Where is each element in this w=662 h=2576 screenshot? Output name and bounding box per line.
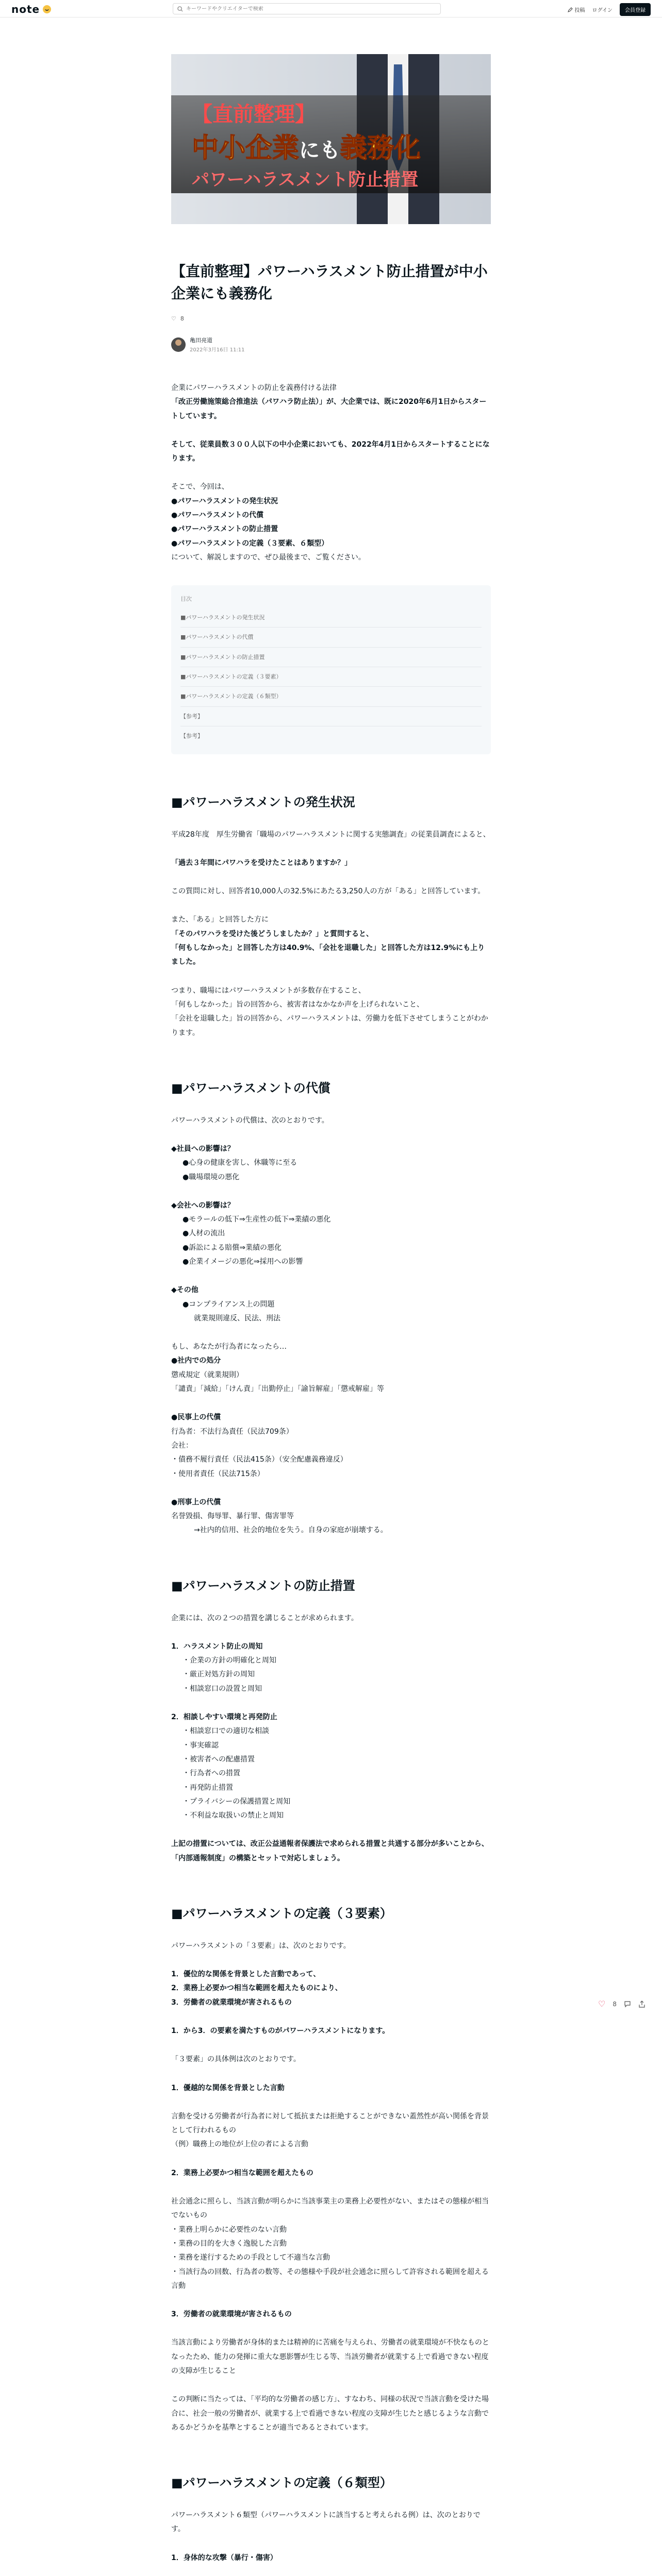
- toc-item[interactable]: ■パワーハラスメントの防止措置: [180, 648, 482, 667]
- logo-face-icon: [43, 5, 51, 13]
- intro-bullet: ●パワーハラスメントの代償: [171, 511, 264, 520]
- list-item: ・当該行為の回数、行為者の数等、その態様や手段が社会通念に照らして許容される範囲を超える言動: [171, 2267, 489, 2290]
- list-item: ・業務を遂行するための手段として不適当な言動: [171, 2253, 330, 2262]
- paragraph: パワーハラスメントの「３要素」は、次のとおりです。: [171, 1941, 351, 1950]
- section-heading: ■パワーハラスメントの防止措置: [171, 1578, 355, 1593]
- list-item: ●心身の健康を害し、休職等に至る: [183, 1159, 297, 1167]
- list-item: ●モラールの低下⇒生産性の低下⇒業績の悪化: [183, 1215, 331, 1224]
- list-item: ●コンプライアンス上の問題: [183, 1300, 275, 1309]
- toc-heading[interactable]: 目次: [180, 596, 192, 603]
- heart-icon[interactable]: ♡: [171, 315, 176, 322]
- paragraph: （例）職務上の地位が上位の者による言動: [171, 2140, 308, 2149]
- paragraph: この質問に対し、回答者10,000人の32.5%にあたる3,250人の方が「ある」と回答しています。: [171, 887, 485, 896]
- paragraph: パワーハラスメントの代償は、次のとおりです。: [171, 1116, 329, 1125]
- paragraph: 当該言動により労働者が身体的または精神的に苦痛を与えられ、労働者の就業環境が不快なものとなったため、能力の発揮に重大な悪影響が生じる等、当該労働者が就業する上で看過できない程度の支障が生じること: [171, 2338, 489, 2376]
- paragraph: 言動を受ける労働者が行為者に対して抵抗または拒絶することができない蓋然性が高い関係を背景として行われるもの: [171, 2112, 489, 2135]
- sub-heading: 2．相談しやすい環境と再発防止: [171, 1713, 277, 1722]
- paragraph: 上記の措置については、改正公益通報者保護法で求められる措置と共通する部分が多いことから、「内部通報制度」の構築とセットで対応しましょう。: [171, 1840, 489, 1862]
- article-body: [171, 381, 491, 2576]
- share-icon[interactable]: [638, 2001, 646, 2008]
- paragraph: 「そのパワハラを受けた後どうしましたか？」と質問すると、: [171, 929, 373, 938]
- floating-actions: [598, 1999, 646, 2009]
- intro-line: 「改正労働施策総合推進法（パワハラ防止法）」が、大企業では、既に2020年6月1日からスタートしています。: [171, 398, 487, 420]
- search-input[interactable]: [186, 6, 434, 12]
- sub-heading: 2．業務上必要かつ相当な範囲を超えたもの: [171, 2168, 313, 2177]
- section-heading: ■パワーハラスメントの定義（６類型）: [171, 2476, 392, 2490]
- signup-button[interactable]: 会員登録: [620, 3, 651, 16]
- list-item: 「譴責」「減給」「けん責」「出勤停止」「諭旨解雇」「懲戒解雇」等: [171, 1385, 384, 1394]
- sub-heading: ●刑事上の代償: [171, 1498, 221, 1506]
- sub-heading: 3．労働者の就業環境が害されるもの: [171, 2310, 292, 2319]
- list-item: ・企業の方針の明確化と周知: [183, 1656, 276, 1665]
- intro-bullet: ●パワーハラスメントの発生状況: [171, 497, 278, 505]
- list-item: 名誉毀損、侮辱罪、暴行罪、傷害罪等: [171, 1512, 294, 1521]
- list-item: ・厳正対処方針の周知: [183, 1670, 255, 1679]
- sub-heading: ◆その他: [171, 1286, 198, 1295]
- intro-line: について、解説しますので、ぜひ最後まで、ご覧ください。: [171, 553, 366, 562]
- list-item: ・債務不履行責任（民法415条）（安全配慮義務違反）: [171, 1455, 347, 1464]
- list-item: ・事実確認: [183, 1741, 219, 1750]
- paragraph: 企業には、次の２つの措置を講じることが求められます。: [171, 1614, 358, 1622]
- avatar[interactable]: [171, 337, 186, 352]
- hero-line2c: 義務化: [340, 133, 421, 164]
- list-item: 行為者：不法行為責任（民法709条）: [171, 1427, 293, 1436]
- note-logo[interactable]: [11, 3, 51, 15]
- post-link[interactable]: [568, 6, 585, 13]
- comment-icon[interactable]: [624, 2001, 631, 2008]
- list-item: ●人材の流出: [183, 1229, 225, 1238]
- hero-line2a: 中小企業: [192, 133, 300, 164]
- list-item: ●企業イメージの悪化⇒採用への影響: [183, 1258, 303, 1266]
- section-heading: ■パワーハラスメントの発生状況: [171, 794, 355, 809]
- table-of-contents: [171, 585, 491, 754]
- sub-heading: ◆社員への影響は？: [171, 1144, 235, 1153]
- floating-like-count: 8: [613, 2000, 617, 2008]
- toc-item[interactable]: ■パワーハラスメントの定義（３要素）: [180, 667, 482, 687]
- paragraph: 「何もしなかった」旨の回答から、被害者はなかなか声を上げられないこと、: [171, 1000, 424, 1009]
- list-item: 会社：: [171, 1441, 193, 1450]
- pen-icon: [568, 7, 573, 12]
- paragraph: 「３要素」の具体例は次のとおりです。: [171, 2055, 301, 2064]
- list-item: ・不利益な取扱いの禁止と周知: [183, 1811, 284, 1820]
- list-item: ・プライバシーの保護措置と周知: [183, 1797, 291, 1806]
- sub-heading: 1．身体的な攻撃（暴行・傷害）: [171, 2553, 277, 2562]
- intro-line: そこで、今回は、: [171, 483, 229, 492]
- intro-bullet: ●パワーハラスメントの定義（３要素、６類型）: [171, 539, 329, 548]
- list-item: ・業務上明らかに必要性のない言動: [171, 2225, 287, 2234]
- section-heading: ■パワーハラスメントの定義（３要素）: [171, 1906, 392, 1921]
- search-icon: [177, 6, 183, 12]
- paragraph: また、「ある」と回答した方に: [171, 916, 269, 924]
- paragraph: パワーハラスメント６類型（パワーハラスメントに該当すると考えられる例）は、次のとおりです。: [171, 2511, 481, 2534]
- intro-bullet: ●パワーハラスメントの防止措置: [171, 525, 278, 534]
- paragraph: 1．から3．の要素を満たすものがパワーハラスメントになります。: [171, 2026, 390, 2035]
- list-item: →社内的信用、社会的地位を失う。自身の家庭が崩壊する。: [194, 1526, 388, 1535]
- list-item: 2．業務上必要かつ相当な範囲を超えたものにより、: [171, 1984, 342, 1993]
- hero-line2b: にも: [299, 139, 341, 162]
- list-item: ・使用者責任（民法715条）: [171, 1469, 264, 1478]
- paragraph: 「会社を退職した」旨の回答から、パワーハラスメントは、労働力を低下させてしまうことがわかります。: [171, 1014, 488, 1037]
- top-header: [0, 0, 662, 18]
- post-label: 投稿: [574, 8, 585, 13]
- list-item: ●訴訟による賠償⇒業績の悪化: [183, 1243, 282, 1252]
- list-item: ・再発防止措置: [183, 1783, 233, 1792]
- paragraph: つまり、職場にはパワーハラスメントが多数存在すること、: [171, 986, 366, 995]
- header-actions: [568, 3, 651, 16]
- list-item: ・相談窓口での適切な相談: [183, 1727, 269, 1736]
- like-count: 8: [180, 315, 184, 322]
- intro-line: そして、従業員数３００人以下の中小企業においても、2022年4月1日からスタートすることになります。: [171, 440, 490, 463]
- logo-text: note: [11, 3, 40, 15]
- search-box[interactable]: [173, 3, 441, 14]
- hero-image: [171, 54, 491, 224]
- post-date: 2022年3月16日 11:11: [190, 347, 245, 353]
- paragraph: 平成28年度 厚生労働省「職場のパワーハラスメントに関する実態調査」の従業員調査によると、: [171, 830, 490, 839]
- paragraph: この判断に当たっては、「平均的な労働者の感じ方」、すなわち、同様の状況で当該言動を受けた場合に、社会一般の労働者が、就業する上で看過できない程度の支障が生じたと感じるような言動であるかどうかを基準とすることが適当であるとされています。: [171, 2395, 489, 2432]
- hero-line3: パワーハラスメント防止措置: [192, 170, 419, 190]
- paragraph: 「過去３年間にパワハラを受けたことはありますか？」: [171, 858, 352, 867]
- list-item: 懲戒規定（就業規則）: [171, 1370, 243, 1379]
- section-heading: ■パワーハラスメントの代償: [171, 1080, 330, 1095]
- list-item: 3．労働者の就業環境が害されるもの: [171, 1998, 292, 2007]
- sub-heading: 1．ハラスメント防止の周知: [171, 1642, 263, 1651]
- list-item: ・業務の目的を大きく逸脱した言動: [171, 2239, 287, 2248]
- list-item: ・行為者への措置: [183, 1769, 240, 1778]
- paragraph: 「何もしなかった」と回答した方は40.9%、「会社を退職した」と回答した方は12.9%にも上りました。: [171, 944, 485, 967]
- toc-item[interactable]: 【参考】: [180, 707, 482, 726]
- like-heart-icon[interactable]: ♡: [598, 1999, 606, 2009]
- toc-item[interactable]: 【参考】: [180, 733, 203, 740]
- hero-line1: 【直前整理】: [192, 103, 316, 126]
- intro-line: 企業にパワーハラスメントの防止を義務付ける法律: [171, 384, 337, 392]
- list-item: ●職場環境の悪化: [183, 1173, 240, 1181]
- sub-heading: ◆会社への影響は？: [171, 1201, 235, 1210]
- login-link[interactable]: ログイン: [592, 8, 613, 13]
- sub-heading: 1．優越的な関係を背景とした言動: [171, 2083, 285, 2092]
- author-name[interactable]: 亀田亮道: [190, 337, 212, 344]
- like-row: [171, 315, 184, 322]
- paragraph: 社会通念に照らし、当該言動が明らかに当該事業主の業務上必要性がない、またはその態様が相当でないもの: [171, 2197, 489, 2220]
- list-item: ・被害者への配慮措置: [183, 1755, 255, 1764]
- paragraph: もし、あなたが行為者になったら…: [171, 1343, 287, 1351]
- sub-heading: ●民事上の代償: [171, 1413, 221, 1422]
- list-item: ・相談窓口の設置と周知: [183, 1684, 262, 1693]
- toc-item[interactable]: ■パワーハラスメントの代償: [180, 628, 482, 647]
- list-item: 就業規則違反、民法、刑法: [194, 1314, 280, 1323]
- article-title: 【直前整理】パワーハラスメント防止措置が中小企業にも義務化: [171, 263, 488, 302]
- sub-heading: ●社内での処分: [171, 1357, 221, 1365]
- toc-item[interactable]: ■パワーハラスメントの定義（６類型）: [180, 687, 482, 706]
- list-item: 1．優位的な関係を背景とした言動であって、: [171, 1970, 321, 1979]
- toc-item[interactable]: ■パワーハラスメントの発生状況: [180, 608, 482, 628]
- author-block[interactable]: [171, 336, 245, 353]
